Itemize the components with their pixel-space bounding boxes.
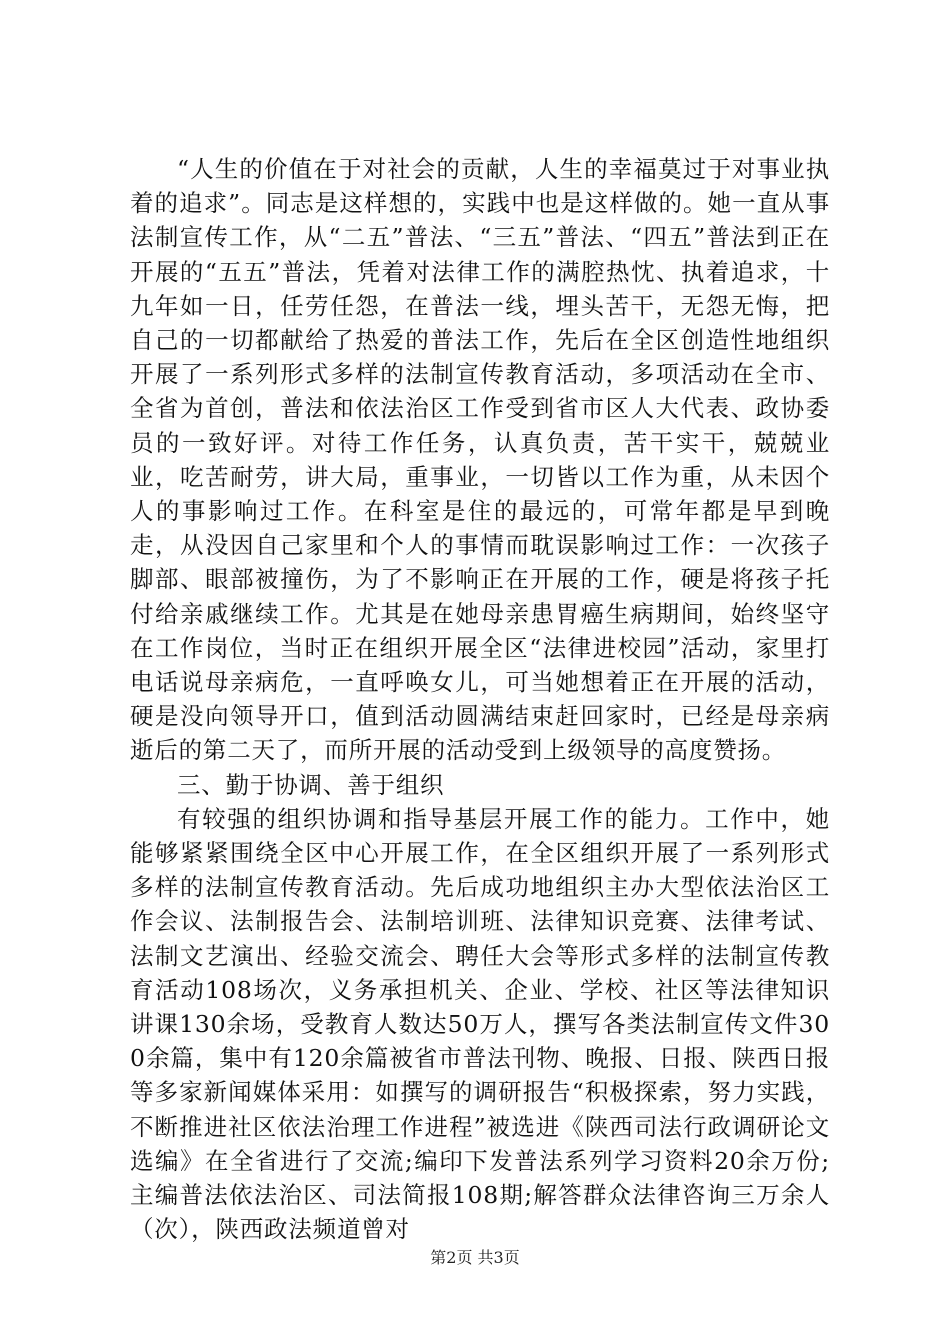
document-body — [130, 152, 830, 1247]
section-heading: 三、勤于协调、善于组织 — [177, 770, 445, 799]
page-footer: 第2页 共3页 — [430, 1248, 520, 1267]
paragraph-2: 有较强的组织协调和指导基层开展工作的能力。工作中，她能够紧紧围绕全区中心开展工作，在全区组织开展了一系列形式多样的法制宣传教育活动。先后成功地组织主办大型依法治区工作会议、法制报告会、法制培训班、法律知识竞赛、法律考试、法制文艺演出、经验交流会、聘任大会等形式多样的法制宣传教育活动108场次，义务承担机关、企业、学校、社区等法律知识讲课130余场，受教育人数达50万人，撰写各类法制宣传文件300余篇，集中有120余篇被省市普法刊物、晚报、日报、陕西日报等多家新闻媒体采用：如撰写的调研报告“积极探索，努力实践，不断推进社区依法治理工作进程”被选进《陕西司法行政调研论文选编》在全省进行了交流;编印下发普法系列学习资料20余万份;主编普法依法治区、司法简报108期;解答群众法律咨询三万余人（次），陕西政法频道曾对 — [130, 804, 830, 1244]
paragraph-1: “人生的价值在于对社会的贡献，人生的幸福莫过于对事业执着的追求”。同志是这样想的，实践中也是这样做的。她一直从事法制宣传工作，从“二五”普法、“三五”普法、“四五”普法到正在开展的“五五”普法，凭着对法律工作的满腔热忱、执着追求，十九年如一日，任劳任怨，在普法一线，埋头苦干，无怨无悔，把自己的一切都献给了热爱的普法工作，先后在全区创造性地组织开展了一系列形式多样的法制宣传教育活动，多项活动在全市、全省为首创，普法和依法治区工作受到省市区人大代表、政协委员的一致好评。对待工作任务，认真负责，苦干实干，兢兢业业，吃苦耐劳，讲大局，重事业，一切皆以工作为重，从未因个人的事影响过工作。在科室是住的最远的，可常年都是早到晚走，从没因自己家里和个人的事情而耽误影响过工作：一次孩子脚部、眼部被撞伤，为了不影响正在开展的工作，硬是将孩子托付给亲戚继续工作。尤其是在她母亲患胃癌生病期间，始终坚守在工作岗位，当时正在组织开展全区“法律进校园”活动，家里打电话说母亲病危，一直呼唤女儿，可当她想着正在开展的活动，硬是没向领导开口，值到活动圆满结束赶回家时，已经是母亲病逝后的第二天了，而所开展的活动受到上级领导的高度赞扬。 — [130, 155, 830, 765]
